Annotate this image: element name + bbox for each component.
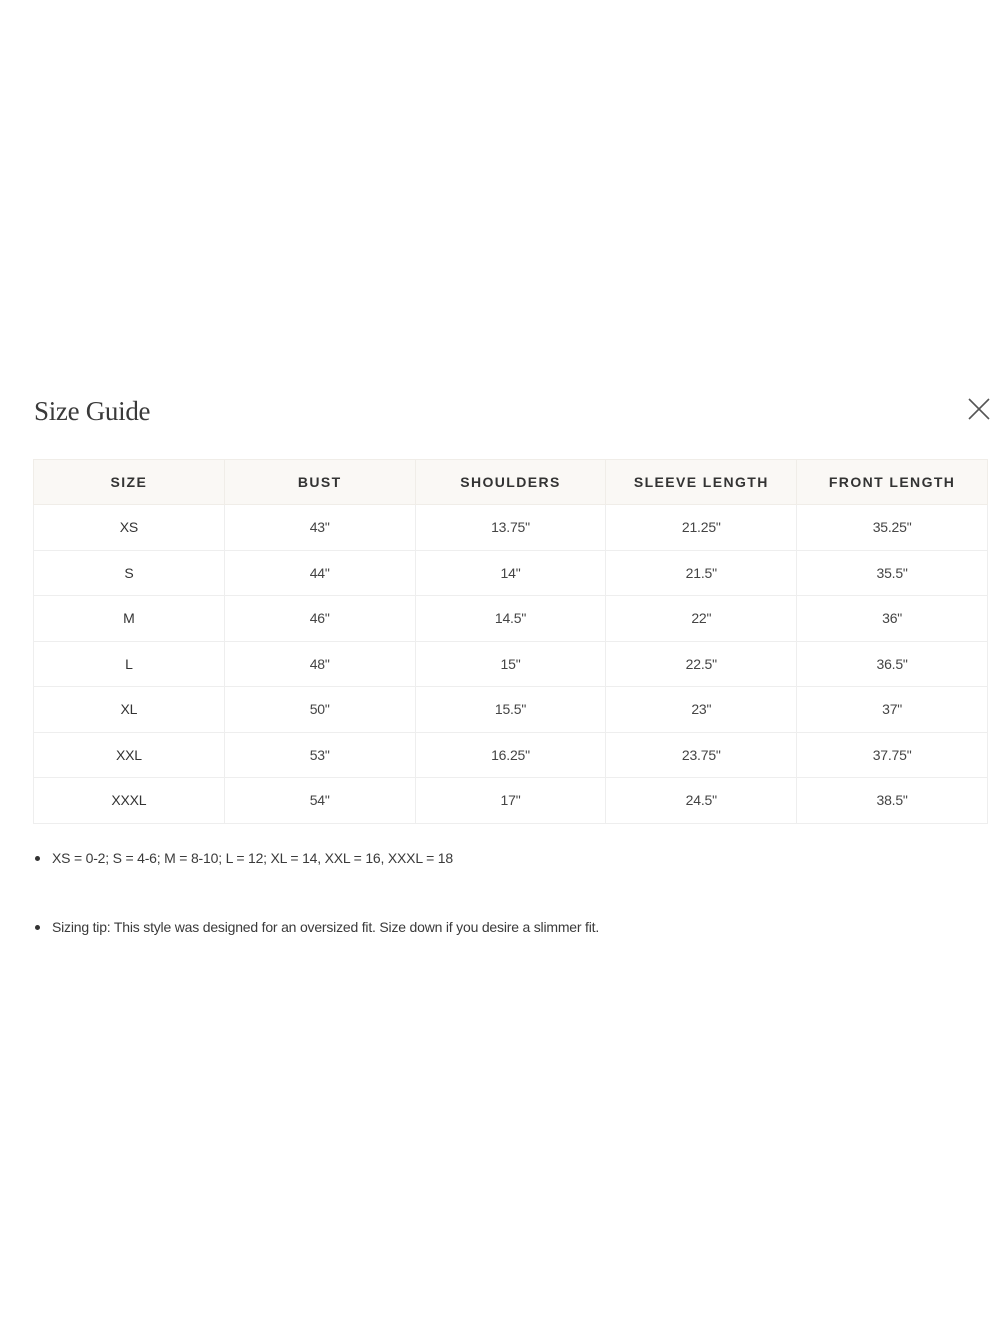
cell-shoulders: 15.5"	[415, 687, 606, 733]
header-front-length: FRONT LENGTH	[797, 460, 988, 505]
cell-shoulders: 14"	[415, 550, 606, 596]
cell-bust: 54"	[224, 778, 415, 824]
close-button[interactable]	[964, 395, 994, 425]
cell-shoulders: 16.25"	[415, 732, 606, 778]
cell-size: XL	[34, 687, 225, 733]
cell-bust: 43"	[224, 505, 415, 551]
table-row	[34, 596, 988, 642]
header-shoulders: SHOULDERS	[415, 460, 606, 505]
cell-bust: 50"	[224, 687, 415, 733]
cell-shoulders: 13.75"	[415, 505, 606, 551]
header-bust: BUST	[224, 460, 415, 505]
table-row	[34, 641, 988, 687]
cell-size: M	[34, 596, 225, 642]
cell-size: L	[34, 641, 225, 687]
cell-shoulders: 15"	[415, 641, 606, 687]
cell-front-length: 36"	[797, 596, 988, 642]
cell-front-length: 37"	[797, 687, 988, 733]
table-row	[34, 687, 988, 733]
sizing-tip-note: Sizing tip: This style was designed for an oversized fit. Size down if you desire a slimmer fit.	[30, 915, 950, 939]
cell-size: S	[34, 550, 225, 596]
size-conversion-note: XS = 0-2; S = 4-6; M = 8-10; L = 12; XL = 14, XXL = 16, XXXL = 18	[30, 846, 950, 870]
cell-front-length: 37.75"	[797, 732, 988, 778]
cell-sleeve-length: 22"	[606, 596, 797, 642]
cell-front-length: 36.5"	[797, 641, 988, 687]
table-row	[34, 505, 988, 551]
cell-front-length: 35.5"	[797, 550, 988, 596]
cell-bust: 53"	[224, 732, 415, 778]
cell-size: XXXL	[34, 778, 225, 824]
cell-sleeve-length: 24.5"	[606, 778, 797, 824]
cell-front-length: 35.25"	[797, 505, 988, 551]
cell-sleeve-length: 22.5"	[606, 641, 797, 687]
cell-bust: 44"	[224, 550, 415, 596]
cell-size: XXL	[34, 732, 225, 778]
cell-sleeve-length: 21.5"	[606, 550, 797, 596]
cell-front-length: 38.5"	[797, 778, 988, 824]
table-row	[34, 732, 988, 778]
size-table-container	[33, 459, 988, 824]
cell-shoulders: 14.5"	[415, 596, 606, 642]
table-header-row	[34, 460, 988, 505]
table-row	[34, 550, 988, 596]
cell-size: XS	[34, 505, 225, 551]
header-size: SIZE	[34, 460, 225, 505]
cell-bust: 48"	[224, 641, 415, 687]
cell-sleeve-length: 21.25"	[606, 505, 797, 551]
header-sleeve-length: SLEEVE LENGTH	[606, 460, 797, 505]
size-notes	[30, 846, 950, 939]
size-table	[33, 459, 988, 824]
table-row	[34, 778, 988, 824]
modal-title: Size Guide	[34, 396, 151, 426]
cell-bust: 46"	[224, 596, 415, 642]
cell-sleeve-length: 23.75"	[606, 732, 797, 778]
close-icon	[964, 395, 994, 425]
cell-shoulders: 17"	[415, 778, 606, 824]
cell-sleeve-length: 23"	[606, 687, 797, 733]
